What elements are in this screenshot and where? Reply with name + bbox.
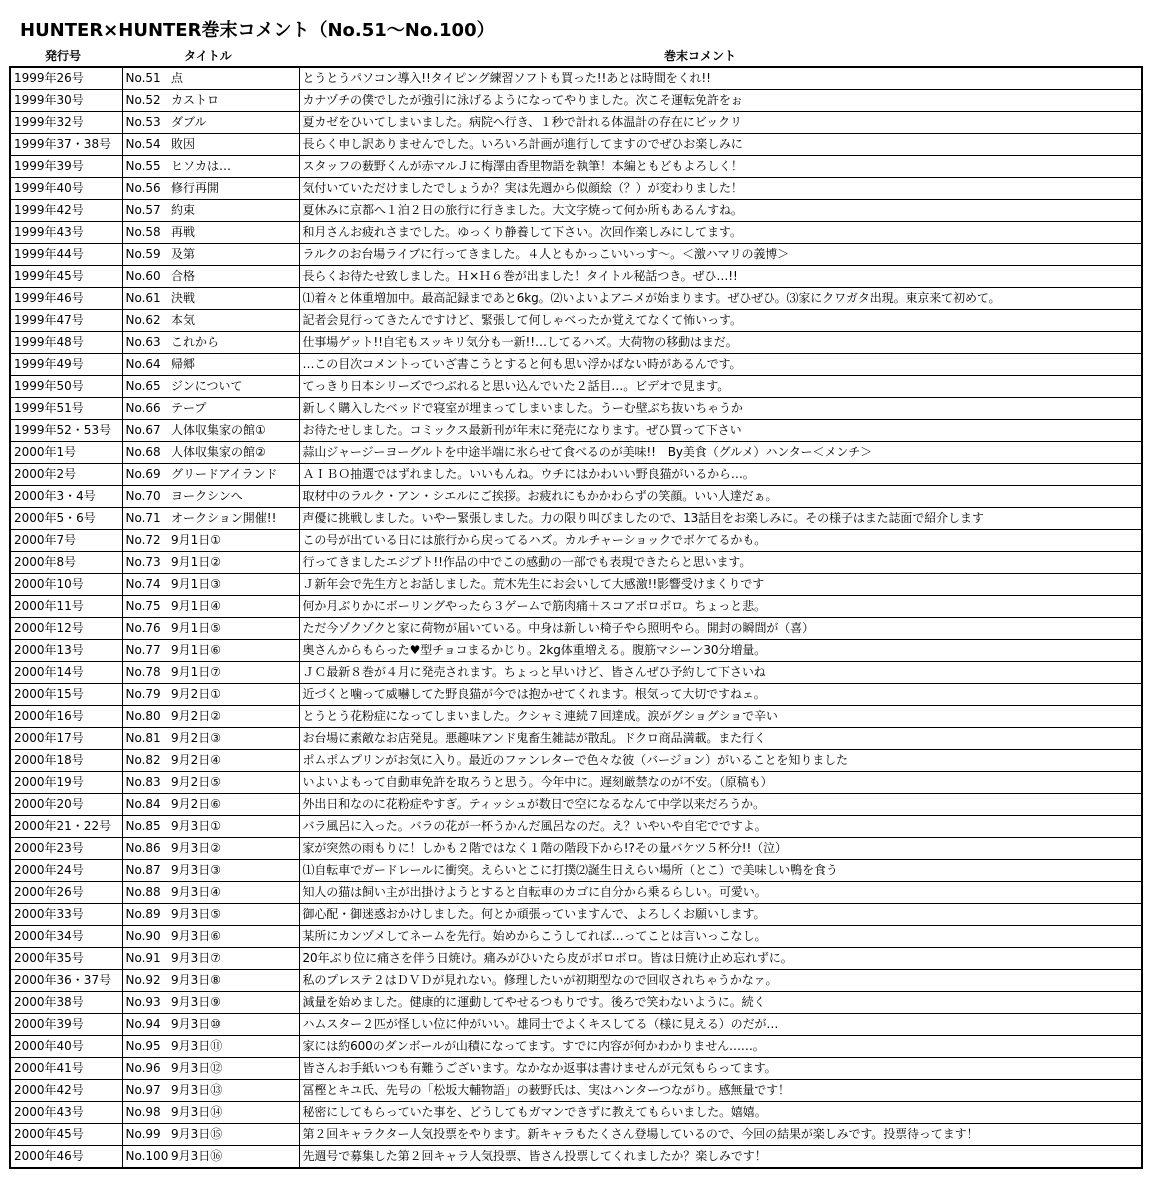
table-row bbox=[10, 178, 1142, 200]
table-row bbox=[10, 112, 1142, 134]
issue-cell: 2000年13号 bbox=[10, 640, 122, 662]
chapter-number-cell: No.51 bbox=[122, 67, 168, 90]
chapter-title-cell: 9月3日③ bbox=[168, 860, 299, 882]
chapter-title-cell: 9月3日⑪ bbox=[168, 1036, 299, 1058]
chapter-number-cell: No.90 bbox=[122, 926, 168, 948]
table-row bbox=[10, 706, 1142, 728]
table-row bbox=[10, 486, 1142, 508]
chapter-title-cell: 人体収集家の館② bbox=[168, 442, 299, 464]
table-row bbox=[10, 904, 1142, 926]
comment-cell: この号が出ている日には旅行から戻ってるハズ。カルチャーショックでボケてるかも。 bbox=[299, 530, 1142, 552]
table-header bbox=[9, 45, 1141, 65]
comment-cell: バラ風呂に入った。バラの花が一杯うかんだ風呂なのだ。え？いやいや自宅でですよ。 bbox=[299, 816, 1142, 838]
table-row bbox=[10, 288, 1142, 310]
table-row bbox=[10, 244, 1142, 266]
comment-cell: 新しく購入したベッドで寝室が埋まってしまいました。うーむ壁ぶち抜いちゃうか bbox=[299, 398, 1142, 420]
issue-cell: 1999年32号 bbox=[10, 112, 122, 134]
chapter-number-cell: No.100 bbox=[122, 1146, 168, 1169]
table-row bbox=[10, 552, 1142, 574]
chapter-number-cell: No.94 bbox=[122, 1014, 168, 1036]
chapter-number-cell: No.75 bbox=[122, 596, 168, 618]
chapter-number-cell: No.69 bbox=[122, 464, 168, 486]
comment-cell: ⑴自転車でガードレールに衝突。えらいとこに打撲⑵誕生日えらい場所（とこ）で美味しい鴨を食う bbox=[299, 860, 1142, 882]
chapter-number-cell: No.73 bbox=[122, 552, 168, 574]
issue-cell: 1999年42号 bbox=[10, 200, 122, 222]
chapter-title-cell: 点 bbox=[168, 67, 299, 90]
issue-cell: 2000年8号 bbox=[10, 552, 122, 574]
comment-cell: ⑴着々と体重増加中。最高記録まであと6kg。⑵いよいよアニメが始まります。ぜひぜひ。⑶家にクワガタ出現。東京来て初めて。 bbox=[299, 288, 1142, 310]
comment-cell: 夏休みに京都へ１泊２日の旅行に行きました。大文字焼って何か所もあるんすね。 bbox=[299, 200, 1142, 222]
comment-cell: ＪＣ最新８巻が４月に発売されます。ちょっと早いけど、皆さんぜひ予約して下さいね bbox=[299, 662, 1142, 684]
issue-cell: 2000年12号 bbox=[10, 618, 122, 640]
comment-cell: 行ってきましたエジプト!!作品の中でこの感動の一部でも表現できたらと思います。 bbox=[299, 552, 1142, 574]
table-row bbox=[10, 596, 1142, 618]
issue-cell: 1999年30号 bbox=[10, 90, 122, 112]
chapter-title-cell: 9月3日⑦ bbox=[168, 948, 299, 970]
chapter-number-cell: No.82 bbox=[122, 750, 168, 772]
table-row bbox=[10, 838, 1142, 860]
chapter-number-cell: No.71 bbox=[122, 508, 168, 530]
chapter-title-cell: 9月1日⑥ bbox=[168, 640, 299, 662]
table-row bbox=[10, 266, 1142, 288]
comment-cell: 奥さんからもらった♥型チョコまるかじり。2kg体重増える。腹筋マシーン30分増量。 bbox=[299, 640, 1142, 662]
table-row bbox=[10, 662, 1142, 684]
comment-cell: とうとう花粉症になってしまいました。クシャミ連続７回達成。涙がグショグショで辛い bbox=[299, 706, 1142, 728]
comment-cell: いよいよもって自動車免許を取ろうと思う。今年中に。遅刻厳禁なのが不安。（原稿も） bbox=[299, 772, 1142, 794]
comment-cell: 秘密にしてもらっていた事を、どうしてもガマンできずに教えてもらいました。嬉嬉。 bbox=[299, 1102, 1142, 1124]
issue-cell: 2000年20号 bbox=[10, 794, 122, 816]
chapter-title-cell: 及第 bbox=[168, 244, 299, 266]
chapter-number-cell: No.72 bbox=[122, 530, 168, 552]
issue-cell: 2000年40号 bbox=[10, 1036, 122, 1058]
table-row bbox=[10, 992, 1142, 1014]
comment-cell: 和月さんお疲れさまでした。ゆっくり静養して下さい。次回作楽しみにしてます。 bbox=[299, 222, 1142, 244]
comment-cell: 20年ぶり位に痛さを伴う日焼け。痛みがひいたら皮がボロボロ。皆は日焼け止め忘れずに。 bbox=[299, 948, 1142, 970]
comment-cell: 声優に挑戦しました。いやー緊張しました。力の限り叫びましたので、13話目をお楽しみに。その様子はまた誌面で紹介します bbox=[299, 508, 1142, 530]
table-row bbox=[10, 530, 1142, 552]
issue-cell: 2000年41号 bbox=[10, 1058, 122, 1080]
table-row bbox=[10, 948, 1142, 970]
table-row bbox=[10, 970, 1142, 992]
issue-cell: 2000年14号 bbox=[10, 662, 122, 684]
chapter-title-cell: 9月2日② bbox=[168, 706, 299, 728]
chapter-title-cell: テープ bbox=[168, 398, 299, 420]
chapter-title-cell: 9月3日⑥ bbox=[168, 926, 299, 948]
chapter-number-cell: No.87 bbox=[122, 860, 168, 882]
table-row bbox=[10, 882, 1142, 904]
chapter-number-cell: No.60 bbox=[122, 266, 168, 288]
issue-cell: 2000年33号 bbox=[10, 904, 122, 926]
chapter-title-cell: 9月3日⑧ bbox=[168, 970, 299, 992]
chapter-number-cell: No.57 bbox=[122, 200, 168, 222]
issue-cell: 1999年26号 bbox=[10, 67, 122, 90]
comment-cell: Ｊ新年会で先生方とお話しました。荒木先生にお会いして大感激!!影響受けまくりです bbox=[299, 574, 1142, 596]
chapter-title-cell: 9月2日④ bbox=[168, 750, 299, 772]
issue-cell: 2000年7号 bbox=[10, 530, 122, 552]
issue-cell: 2000年42号 bbox=[10, 1080, 122, 1102]
comment-cell: 長らく申し訳ありませんでした。いろいろ計画が進行してますのでぜひお楽しみに bbox=[299, 134, 1142, 156]
comment-cell: 蒜山ジャージーヨーグルトを中途半端に氷らせて食べるのが美味!! By美食（グルメ）ハンター＜メンチ＞ bbox=[299, 442, 1142, 464]
chapter-number-cell: No.80 bbox=[122, 706, 168, 728]
comment-cell: てっきり日本シリーズでつぶれると思い込んでいた２話目…。ビデオで見ます。 bbox=[299, 376, 1142, 398]
table-row bbox=[10, 728, 1142, 750]
chapter-number-cell: No.78 bbox=[122, 662, 168, 684]
table-row bbox=[10, 67, 1142, 90]
table-row bbox=[10, 926, 1142, 948]
comment-cell: ただ今ゾクゾクと家に荷物が届いている。中身は新しい椅子やら照明やら。開封の瞬間が（喜） bbox=[299, 618, 1142, 640]
issue-cell: 2000年38号 bbox=[10, 992, 122, 1014]
chapter-title-cell: これから bbox=[168, 332, 299, 354]
issue-cell: 1999年50号 bbox=[10, 376, 122, 398]
chapter-number-cell: No.63 bbox=[122, 332, 168, 354]
chapter-number-cell: No.53 bbox=[122, 112, 168, 134]
issue-cell: 1999年46号 bbox=[10, 288, 122, 310]
chapter-title-cell: 9月2日⑤ bbox=[168, 772, 299, 794]
issue-cell: 2000年26号 bbox=[10, 882, 122, 904]
comment-cell: スタッフの薮野くんが赤マルＪに梅澤由香里物語を執筆！本編ともどもよろしく！ bbox=[299, 156, 1142, 178]
chapter-number-cell: No.84 bbox=[122, 794, 168, 816]
chapter-title-cell: 9月2日③ bbox=[168, 728, 299, 750]
comment-cell: 夏カゼをひいてしまいました。病院へ行き、１秒で計れる体温計の存在にビックリ bbox=[299, 112, 1142, 134]
issue-cell: 1999年43号 bbox=[10, 222, 122, 244]
chapter-title-cell: 9月3日⑭ bbox=[168, 1102, 299, 1124]
chapter-number-cell: No.76 bbox=[122, 618, 168, 640]
chapter-title-cell: 9月2日① bbox=[168, 684, 299, 706]
table-row bbox=[10, 1124, 1142, 1146]
comment-cell: 知人の猫は飼い主が出掛けようとすると自転車のカゴに自分から乗るらしい。可愛い。 bbox=[299, 882, 1142, 904]
issue-cell: 1999年51号 bbox=[10, 398, 122, 420]
table-row bbox=[10, 860, 1142, 882]
table-row bbox=[10, 398, 1142, 420]
chapter-title-cell: ジンについて bbox=[168, 376, 299, 398]
comment-cell: 先週号で募集した第２回キャラ人気投票、皆さん投票してくれましたか？楽しみです！ bbox=[299, 1146, 1142, 1169]
chapter-number-cell: No.55 bbox=[122, 156, 168, 178]
chapter-title-cell: 9月3日② bbox=[168, 838, 299, 860]
chapter-number-cell: No.89 bbox=[122, 904, 168, 926]
chapter-number-cell: No.81 bbox=[122, 728, 168, 750]
comment-cell: 家が突然の雨もりに！しかも２階ではなく１階の階段下から!?その量バケツ５杯分!!（泣） bbox=[299, 838, 1142, 860]
comment-cell: 皆さんお手紙いつも有難うございます。なかなか返事は書けませんが元気もらってます。 bbox=[299, 1058, 1142, 1080]
issue-cell: 1999年40号 bbox=[10, 178, 122, 200]
table-row bbox=[10, 134, 1142, 156]
table-row bbox=[10, 772, 1142, 794]
chapter-title-cell: 9月3日⑫ bbox=[168, 1058, 299, 1080]
chapter-number-cell: No.66 bbox=[122, 398, 168, 420]
chapter-number-cell: No.64 bbox=[122, 354, 168, 376]
issue-cell: 2000年21・22号 bbox=[10, 816, 122, 838]
table-row bbox=[10, 1014, 1142, 1036]
comment-cell: ハムスター２匹が怪しい位に仲がいい。雄同士でよくキスしてる（様に見える）のだが… bbox=[299, 1014, 1142, 1036]
chapter-title-cell: 9月3日⑮ bbox=[168, 1124, 299, 1146]
chapter-title-cell: 9月3日⑩ bbox=[168, 1014, 299, 1036]
table-row bbox=[10, 750, 1142, 772]
issue-cell: 2000年1号 bbox=[10, 442, 122, 464]
issue-cell: 2000年19号 bbox=[10, 772, 122, 794]
chapter-number-cell: No.99 bbox=[122, 1124, 168, 1146]
chapter-title-cell: オークション開催!! bbox=[168, 508, 299, 530]
comment-cell: 外出日和なのに花粉症やすぎ。ティッシュが数日で空になるなんて中学以来だろうか。 bbox=[299, 794, 1142, 816]
issue-cell: 2000年43号 bbox=[10, 1102, 122, 1124]
chapter-number-cell: No.97 bbox=[122, 1080, 168, 1102]
header-title: タイトル bbox=[184, 49, 232, 63]
issue-cell: 1999年39号 bbox=[10, 156, 122, 178]
issue-cell: 1999年47号 bbox=[10, 310, 122, 332]
comments-table-body bbox=[10, 67, 1142, 1168]
chapter-number-cell: No.70 bbox=[122, 486, 168, 508]
table-row bbox=[10, 816, 1142, 838]
comment-cell: 第２回キャラクター人気投票をやります。新キャラもたくさん登場しているので、今回の結果が楽しみです。投票待ってます！ bbox=[299, 1124, 1142, 1146]
chapter-title-cell: 9月1日① bbox=[168, 530, 299, 552]
comment-cell: とうとうパソコン導入!!タイピング練習ソフトも買った!!あとは時間をくれ!! bbox=[299, 67, 1142, 90]
chapter-number-cell: No.83 bbox=[122, 772, 168, 794]
chapter-number-cell: No.93 bbox=[122, 992, 168, 1014]
issue-cell: 2000年3・4号 bbox=[10, 486, 122, 508]
table-row bbox=[10, 1058, 1142, 1080]
comment-cell: 何か月ぶりかにボーリングやったら３ゲームで筋肉痛＋スコアボロボロ。ちょっと悲。 bbox=[299, 596, 1142, 618]
comment-cell: 記者会見行ってきたんですけど、緊張して何しゃべったか覚えてなくて怖いっす。 bbox=[299, 310, 1142, 332]
table-row bbox=[10, 332, 1142, 354]
table-row bbox=[10, 222, 1142, 244]
chapter-number-cell: No.79 bbox=[122, 684, 168, 706]
issue-cell: 2000年15号 bbox=[10, 684, 122, 706]
chapter-number-cell: No.86 bbox=[122, 838, 168, 860]
comment-cell: カナヅチの僕でしたが強引に泳げるようになってやりました。次こそ運転免許をぉ bbox=[299, 90, 1142, 112]
page-title: HUNTER×HUNTER巻末コメント（No.51〜No.100） bbox=[20, 20, 495, 41]
issue-cell: 2000年45号 bbox=[10, 1124, 122, 1146]
chapter-number-cell: No.65 bbox=[122, 376, 168, 398]
issue-cell: 2000年16号 bbox=[10, 706, 122, 728]
header-issue: 発行号 bbox=[45, 49, 82, 63]
issue-cell: 2000年17号 bbox=[10, 728, 122, 750]
header-comment: 巻末コメント bbox=[664, 49, 737, 63]
table-row bbox=[10, 508, 1142, 530]
issue-cell: 1999年49号 bbox=[10, 354, 122, 376]
comment-cell: 御心配・御迷惑おかけしました。何とか頑張っていますんで、よろしくお願いします。 bbox=[299, 904, 1142, 926]
issue-cell: 1999年48号 bbox=[10, 332, 122, 354]
chapter-title-cell: 本気 bbox=[168, 310, 299, 332]
table-row bbox=[10, 376, 1142, 398]
chapter-title-cell: 9月3日⑬ bbox=[168, 1080, 299, 1102]
table-row bbox=[10, 354, 1142, 376]
issue-cell: 2000年18号 bbox=[10, 750, 122, 772]
table-row bbox=[10, 1080, 1142, 1102]
comment-cell: ラルクのお台場ライブに行ってきました。４人ともかっこいいっす〜。＜激ハマリの義博＞ bbox=[299, 244, 1142, 266]
comment-cell: 減量を始めました。健康的に運動してやせるつもりです。後ろで笑わないように。続く bbox=[299, 992, 1142, 1014]
comment-cell: 冨樫とキユ氏、先号の「松坂大輔物語」の薮野氏は、実はハンターつながり。感無量です！ bbox=[299, 1080, 1142, 1102]
chapter-number-cell: No.77 bbox=[122, 640, 168, 662]
table-row bbox=[10, 1102, 1142, 1124]
comment-cell: 近づくと噛って威嚇してた野良猫が今では抱かせてくれます。根気って大切ですねェ。 bbox=[299, 684, 1142, 706]
chapter-title-cell: 再戦 bbox=[168, 222, 299, 244]
chapter-number-cell: No.52 bbox=[122, 90, 168, 112]
issue-cell: 2000年23号 bbox=[10, 838, 122, 860]
issue-cell: 2000年34号 bbox=[10, 926, 122, 948]
issue-cell: 1999年44号 bbox=[10, 244, 122, 266]
comment-cell: 気付いていただけましたでしょうか？実は先週から似顔絵（？）が変わりました！ bbox=[299, 178, 1142, 200]
comment-cell: 私のプレステ２はＤＶＤが見れない。修理したいが初期型なので回収されちゃうかなァ。 bbox=[299, 970, 1142, 992]
comment-cell: 取材中のラルク・アン・シエルにご挨拶。お疲れにもかかわらずの笑顔。いい人達だぁ。 bbox=[299, 486, 1142, 508]
table-row bbox=[10, 310, 1142, 332]
chapter-number-cell: No.59 bbox=[122, 244, 168, 266]
table-row bbox=[10, 200, 1142, 222]
issue-cell: 2000年39号 bbox=[10, 1014, 122, 1036]
table-row bbox=[10, 684, 1142, 706]
comment-cell: ＡＩＢＯ抽選ではずれました。いいもんね。ウチにはかわいい野良猫がいるから…。 bbox=[299, 464, 1142, 486]
issue-cell: 2000年2号 bbox=[10, 464, 122, 486]
table-row bbox=[10, 618, 1142, 640]
comment-cell: …この目次コメントっていざ書こうとすると何も思い浮かばない時があるんです。 bbox=[299, 354, 1142, 376]
chapter-title-cell: 9月1日⑦ bbox=[168, 662, 299, 684]
chapter-title-cell: ヨークシンへ bbox=[168, 486, 299, 508]
table-row bbox=[10, 442, 1142, 464]
issue-cell: 1999年45号 bbox=[10, 266, 122, 288]
chapter-title-cell: ダブル bbox=[168, 112, 299, 134]
chapter-title-cell: 約束 bbox=[168, 200, 299, 222]
issue-cell: 2000年10号 bbox=[10, 574, 122, 596]
chapter-number-cell: No.68 bbox=[122, 442, 168, 464]
comments-table bbox=[9, 66, 1143, 1169]
chapter-title-cell: 9月3日① bbox=[168, 816, 299, 838]
comment-cell: 某所にカンヅメしてネームを先行。始めからこうしてれば…ってことは言いっこなし。 bbox=[299, 926, 1142, 948]
chapter-number-cell: No.67 bbox=[122, 420, 168, 442]
chapter-title-cell: 9月1日④ bbox=[168, 596, 299, 618]
issue-cell: 1999年52・53号 bbox=[10, 420, 122, 442]
table-row bbox=[10, 1146, 1142, 1169]
chapter-number-cell: No.85 bbox=[122, 816, 168, 838]
chapter-title-cell: 人体収集家の館① bbox=[168, 420, 299, 442]
issue-cell: 1999年37・38号 bbox=[10, 134, 122, 156]
comment-cell: 仕事場ゲット!!自宅もスッキリ気分も一新!!…してるハズ。大荷物の移動はまだ。 bbox=[299, 332, 1142, 354]
chapter-title-cell: 9月1日③ bbox=[168, 574, 299, 596]
chapter-title-cell: 決戦 bbox=[168, 288, 299, 310]
chapter-title-cell: 9月2日⑥ bbox=[168, 794, 299, 816]
issue-cell: 2000年5・6号 bbox=[10, 508, 122, 530]
chapter-number-cell: No.88 bbox=[122, 882, 168, 904]
chapter-title-cell: 合格 bbox=[168, 266, 299, 288]
table-row bbox=[10, 90, 1142, 112]
table-row bbox=[10, 156, 1142, 178]
chapter-title-cell: 9月3日⑨ bbox=[168, 992, 299, 1014]
issue-cell: 2000年35号 bbox=[10, 948, 122, 970]
chapter-number-cell: No.58 bbox=[122, 222, 168, 244]
chapter-number-cell: No.91 bbox=[122, 948, 168, 970]
table-row bbox=[10, 420, 1142, 442]
comment-cell: 長らくお待たせ致しました。Ｈ×Ｈ６巻が出ました！タイトル秘話つき。ぜひ…!! bbox=[299, 266, 1142, 288]
chapter-number-cell: No.96 bbox=[122, 1058, 168, 1080]
table-row bbox=[10, 794, 1142, 816]
chapter-number-cell: No.61 bbox=[122, 288, 168, 310]
chapter-title-cell: 9月3日④ bbox=[168, 882, 299, 904]
chapter-title-cell: 9月1日⑤ bbox=[168, 618, 299, 640]
chapter-title-cell: 修行再開 bbox=[168, 178, 299, 200]
issue-cell: 2000年36・37号 bbox=[10, 970, 122, 992]
chapter-title-cell: グリードアイランド bbox=[168, 464, 299, 486]
comment-cell: お待たせしました。コミックス最新刊が年末に発売になります。ぜひ買って下さい bbox=[299, 420, 1142, 442]
chapter-title-cell: カストロ bbox=[168, 90, 299, 112]
comment-cell: ポムポムプリンがお気に入り。最近のファンレターで色々な彼（バージョン）がいることを知りました bbox=[299, 750, 1142, 772]
issue-cell: 2000年11号 bbox=[10, 596, 122, 618]
chapter-title-cell: 9月3日⑯ bbox=[168, 1146, 299, 1169]
chapter-title-cell: 9月1日② bbox=[168, 552, 299, 574]
chapter-number-cell: No.62 bbox=[122, 310, 168, 332]
comment-cell: 家には約600のダンボールが山積になってます。すでに内容が何かわかりません……。 bbox=[299, 1036, 1142, 1058]
chapter-title-cell: 帰郷 bbox=[168, 354, 299, 376]
table-row bbox=[10, 574, 1142, 596]
chapter-number-cell: No.95 bbox=[122, 1036, 168, 1058]
table-row bbox=[10, 640, 1142, 662]
chapter-title-cell: 敗因 bbox=[168, 134, 299, 156]
chapter-number-cell: No.98 bbox=[122, 1102, 168, 1124]
chapter-number-cell: No.54 bbox=[122, 134, 168, 156]
table-row bbox=[10, 464, 1142, 486]
chapter-number-cell: No.74 bbox=[122, 574, 168, 596]
issue-cell: 2000年46号 bbox=[10, 1146, 122, 1169]
comment-cell: お台場に素敵なお店発見。悪趣味アンド鬼畜生雑誌が散乱。ドクロ商品満載。また行く bbox=[299, 728, 1142, 750]
chapter-number-cell: No.56 bbox=[122, 178, 168, 200]
chapter-number-cell: No.92 bbox=[122, 970, 168, 992]
chapter-title-cell: ヒソカは… bbox=[168, 156, 299, 178]
issue-cell: 2000年24号 bbox=[10, 860, 122, 882]
table-row bbox=[10, 1036, 1142, 1058]
chapter-title-cell: 9月3日⑤ bbox=[168, 904, 299, 926]
